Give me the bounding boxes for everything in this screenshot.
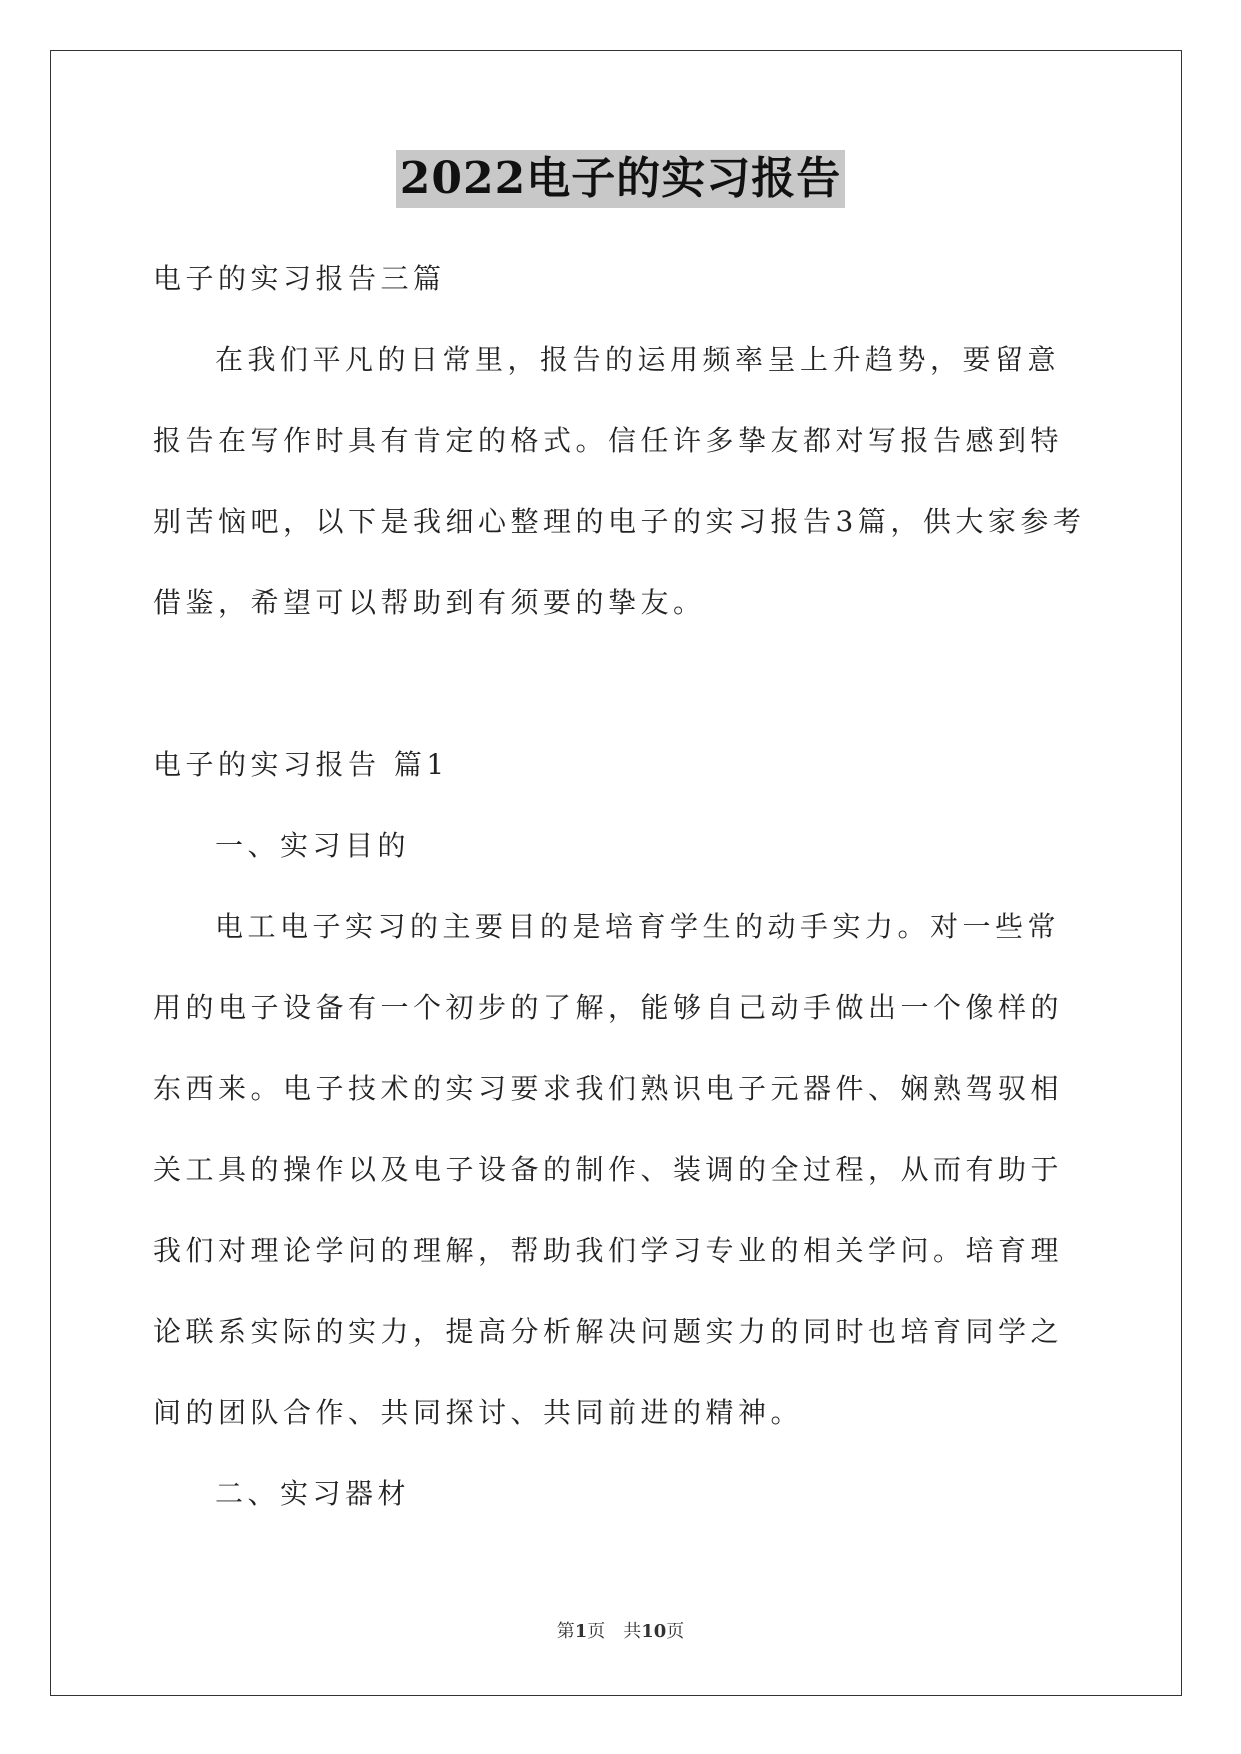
total-prefix: 共: [623, 1621, 642, 1642]
document-title: 2022电子的实习报告: [396, 150, 845, 208]
section-heading: 电子的实习报告 篇1: [153, 748, 449, 781]
part-heading-purpose: 一、实习目的: [215, 829, 411, 862]
document-body: [153, 238, 1088, 1534]
page-footer: [0, 1620, 1241, 1644]
current-page-number: 1: [574, 1621, 588, 1642]
title-container: [0, 150, 1241, 208]
page-suffix: 页: [587, 1621, 606, 1642]
part-heading-equipment: 二、实习器材: [215, 1477, 411, 1510]
page-prefix: 第: [556, 1621, 575, 1642]
total-page-count: 10: [641, 1621, 667, 1642]
intro-paragraph: 在我们平凡的日常里，报告的运用频率呈上升趋势，要留意报告在写作时具有肯定的格式。信任许多挚友都对写报告感到特别苦恼吧，以下是我细心整理的电子的实习报告3篇，供大家参考借鉴，希望可以帮助到有须要的挚友。: [153, 343, 1086, 619]
total-suffix: 页: [666, 1621, 685, 1642]
document-subtitle: 电子的实习报告三篇: [153, 262, 446, 295]
purpose-paragraph: 电工电子实习的主要目的是培育学生的动手实力。对一些常用的电子设备有一个初步的了解，能够自己动手做出一个像样的东西来。电子技术的实习要求我们熟识电子元器件、娴熟驾驭相关工具的操作以及电子设备的制作、装调的全过程，从而有助于我们对理论学问的理解，帮助我们学习专业的相关学问。培育理论联系实际的实力，提高分析解决问题实力的同时也培育同学之间的团队合作、共同探讨、共同前进的精神。: [153, 910, 1064, 1429]
